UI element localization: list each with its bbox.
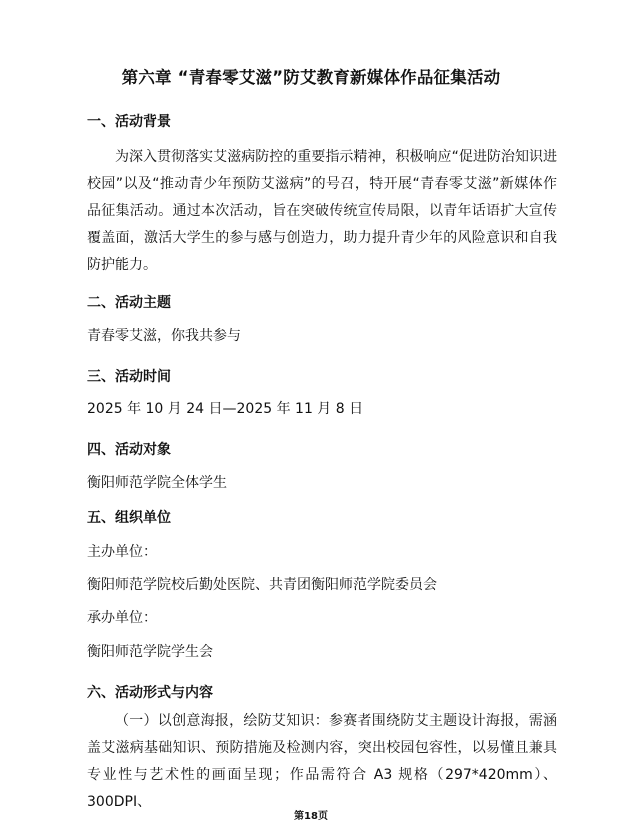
organizer-undertaker: 衡阳师范学院学生会 [87,644,213,660]
page-number: 第18页 [294,811,328,822]
organizer-undertaker-label: 承办单位： [87,610,157,626]
section-heading-organizer: 五、组织单位 [87,510,171,526]
section-body-theme: 青春零艾滋，你我共参与 [87,328,241,344]
section-heading-theme: 二、活动主题 [87,295,171,311]
section-body-background: 为深入贯彻落实艾滋病防控的重要指示精神，积极响应“促进防治知识进校园”以及“推动青少年预防艾滋病”的号召，特开展“青春零艾滋”新媒体作品征集活动。通过本次活动，旨在突破传统宣传局限，以青年话语扩大宣传覆盖面，激活大学生的参与感与创造力，助力提升青少年的风险意识和自我防护能力。 [87,149,557,273]
chapter-title: 第六章 “青春零艾滋”防艾教育新媒体作品征集活动 [121,68,501,87]
organizer-host: 衡阳师范学院校后勤处医院、共青团衡阳师范学院委员会 [87,577,437,593]
section-heading-background: 一、活动背景 [87,114,171,130]
section-heading-time: 三、活动时间 [87,369,171,385]
section-body-target: 衡阳师范学院全体学生 [87,475,227,491]
section-heading-target: 四、活动对象 [87,442,171,458]
section-body-time: 2025 年 10 月 24 日—2025 年 11 月 8 日 [87,401,364,417]
section-body-format: （一）以创意海报，绘防艾知识：参赛者围绕防艾主题设计海报，需涵盖艾滋病基础知识、预防措施及检测内容，突出校园包容性，以易懂且兼具专业性与艺术性的画面呈现；作品需符合 A3 规格（297*420mm）、300DPI、 [87,713,557,810]
section-heading-format: 六、活动形式与内容 [87,685,213,701]
organizer-host-label: 主办单位： [87,544,157,560]
